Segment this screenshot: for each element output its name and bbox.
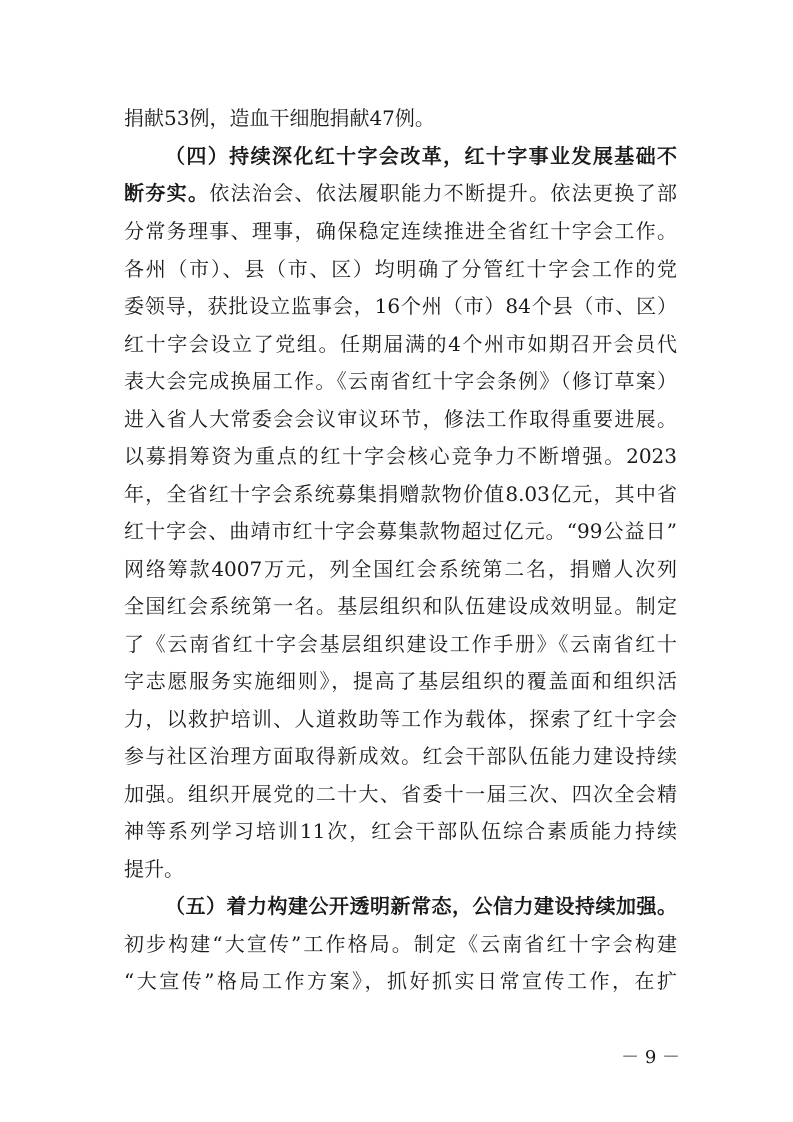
paragraph-line: 各州（市）、县（市、区）均明确了分管红十字会工作的党 [124,257,677,281]
paragraph-line: “大宣传”格局工作方案》，抓好抓实日常宣传工作，在扩 [124,969,677,993]
paragraph-line: 力，以救护培训、人道救助等工作为载体，探索了红十字会 [124,707,677,731]
paragraph-line [124,175,677,211]
paragraph-line: 以募捐筹资为重点的红十字会核心竞争力不断增强。2023 [124,444,677,468]
paragraph-line: 网络筹款4007万元，列全国红会系统第二名，捐赠人次列 [124,557,677,581]
paragraph-line: 捐献53例，造血干细胞捐献47例。 [124,106,435,130]
paragraph-line: 表大会完成换届工作。《云南省红十字会条例》（修订草案） [124,369,677,393]
paragraph-line: 了《云南省红十字会基层组织建设工作手册》《云南省红十 [124,632,677,656]
paragraph-line: 分常务理事、理事，确保稳定连续推进全省红十字会工作。 [124,219,677,243]
paragraph-line: 提升。 [124,857,184,881]
paragraph-line: 委领导，获批设立监事会，16个州（市）84个县（市、区） [124,294,677,318]
page-number: － 9 － [621,1047,680,1068]
paragraph-line: 神等系列学习培训11次，红会干部队伍综合素质能力持续 [124,819,677,843]
paragraph-line: 加强。组织开展党的二十大、省委十一届三次、四次全会精 [124,782,677,806]
paragraph-line: 年，全省红十字会系统募集捐赠款物价值8.03亿元，其中省 [124,482,677,506]
paragraph-line: 进入省人大常委会会议审议环节，修法工作取得重要进展。 [124,407,677,431]
section-heading-line: （四）持续深化红十字会改革，红十字事业发展基础不 [165,144,677,168]
paragraph-line: 红十字会设立了党组。任期届满的4个州市如期召开会员代 [124,332,677,356]
paragraph-line: 全国红会系统第一名。基层组织和队伍建设成效明显。制定 [124,594,677,618]
paragraph-line: 红十字会、曲靖市红十字会募集款物超过亿元。“99公益日” [124,519,677,543]
section-heading-fragment: 断夯实。 [124,181,210,205]
section-heading-line: （五）着力构建公开透明新常态，公信力建设持续加强。 [165,894,677,918]
paragraph-line: 字志愿服务实施细则》，提高了基层组织的覆盖面和组织活 [124,669,677,693]
paragraph-line: 参与社区治理方面取得新成效。红会干部队伍能力建设持续 [124,744,677,768]
paragraph-fragment: 依法治会、依法履职能力不断提升。依法更换了部 [209,181,677,205]
paragraph-line: 初步构建“大宣传”工作格局。制定《云南省红十字会构建 [124,932,677,956]
